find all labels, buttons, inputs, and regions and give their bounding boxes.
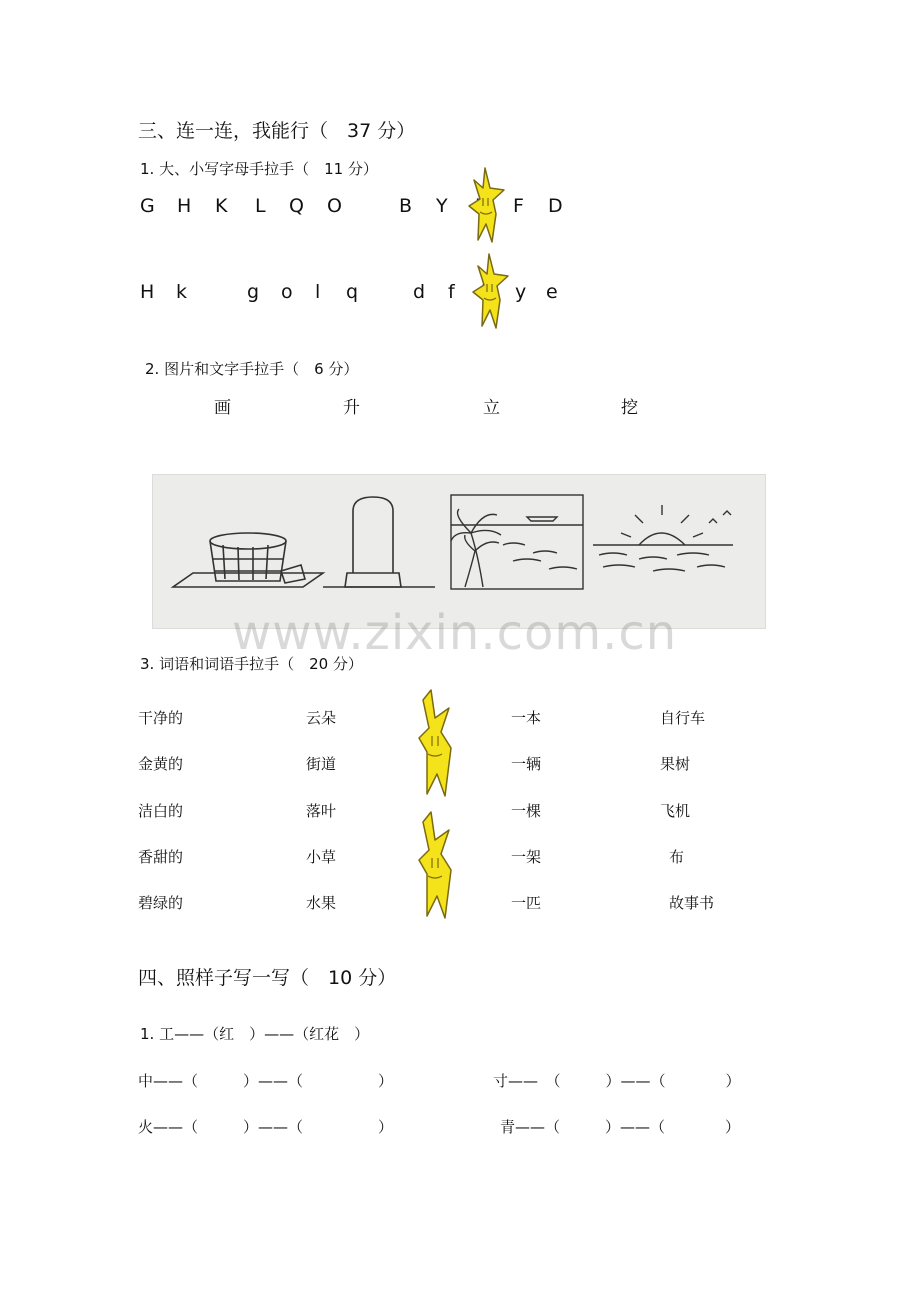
letter-lower: d: [413, 281, 427, 303]
letter-upper: Q: [289, 195, 305, 217]
word-item: 一本: [511, 709, 542, 727]
word-item: 一匹: [511, 894, 542, 912]
section3-title: 三、连一连，我能行（ 37 分）: [138, 120, 416, 142]
word-item: 自行车: [660, 709, 706, 727]
seaside-picture: [451, 495, 583, 589]
word-item: 飞机: [660, 802, 691, 820]
word-item: 布: [669, 848, 685, 866]
word-item: 画: [214, 398, 231, 418]
letter-upper: Y: [436, 195, 449, 217]
q2-label: 2. 图片和文字手拉手（ 6 分）: [145, 360, 359, 378]
star-mascot-icon: [415, 688, 455, 798]
letter-upper: O: [327, 195, 343, 217]
fill-blank-row-right[interactable]: 寸—— （ ）——（ ）: [493, 1072, 741, 1090]
word-item: 金黄的: [138, 755, 184, 773]
letter-lower: y: [515, 281, 528, 303]
word-item: 水果: [306, 894, 337, 912]
q1-label: 1. 大、小写字母手拉手（ 11 分）: [140, 160, 378, 178]
section4-example: 1. 工——（红 ）——（红花 ）: [140, 1025, 370, 1043]
stele-picture: [323, 497, 435, 587]
letter-upper: H: [177, 195, 193, 217]
word-item: 立: [483, 398, 500, 418]
letter-upper: F: [513, 195, 525, 217]
section4-title: 四、照样子写一写（ 10 分）: [138, 967, 397, 989]
word-item: 一架: [511, 848, 542, 866]
sunrise-picture: [593, 505, 733, 571]
word-item: 小草: [306, 848, 337, 866]
letter-lower: k: [176, 281, 189, 303]
letter-lower: f: [448, 281, 456, 303]
letter-lower: l: [315, 281, 322, 303]
star-mascot-icon: [470, 252, 510, 330]
word-item: 升: [343, 398, 360, 418]
word-item: 香甜的: [138, 848, 184, 866]
letter-upper: G: [140, 195, 156, 217]
letter-lower: q: [346, 281, 360, 303]
word-item: 干净的: [138, 709, 184, 727]
well-picture: [173, 533, 323, 587]
word-item: 碧绿的: [138, 894, 184, 912]
fill-blank-row-left[interactable]: 中——（ ）——（ ）: [138, 1072, 394, 1090]
word-item: 果树: [660, 755, 691, 773]
letter-upper: D: [548, 195, 564, 217]
word-item: 街道: [306, 755, 337, 773]
word-item: 云朵: [306, 709, 337, 727]
letter-lower: e: [546, 281, 559, 303]
letter-upper: K: [215, 195, 229, 217]
word-item: 落叶: [306, 802, 337, 820]
letter-upper: L: [255, 195, 267, 217]
word-item: 一辆: [511, 755, 542, 773]
q3-label: 3. 词语和词语手拉手（ 20 分）: [140, 655, 363, 673]
word-item: 洁白的: [138, 802, 184, 820]
star-mascot-icon: [466, 166, 506, 244]
watermark: www.zixin.com.cn: [232, 605, 678, 661]
letter-lower: H: [140, 281, 156, 303]
letter-lower: o: [281, 281, 294, 303]
word-item: 故事书: [669, 894, 715, 912]
word-item: 挖: [621, 398, 638, 418]
fill-blank-row-right[interactable]: 青——（ ）——（ ）: [500, 1118, 741, 1136]
word-item: 一棵: [511, 802, 542, 820]
letter-upper: B: [399, 195, 414, 217]
star-mascot-icon: [415, 810, 455, 920]
letter-lower: g: [247, 281, 261, 303]
fill-blank-row-left[interactable]: 火——（ ）——（ ）: [138, 1118, 394, 1136]
